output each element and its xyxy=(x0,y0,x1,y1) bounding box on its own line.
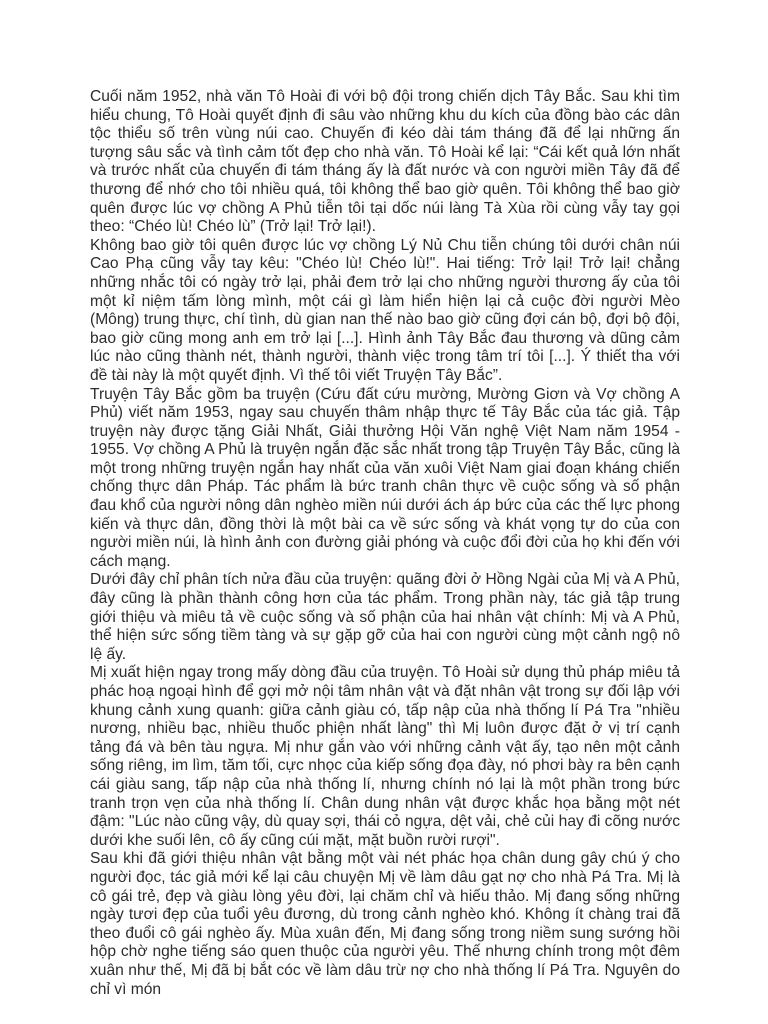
document-body xyxy=(90,88,680,999)
paragraph-2: Không bao giờ tôi quên được lúc vợ chồng Lý Nủ Chu tiễn chúng tôi dưới chân núi Cao Phạ cũng vẫy tay kêu: "Chéo lù! Chéo lù!". Hai tiếng: Trở lại! Trở lại! chẳng những nhắc tôi có ngày trở lại, phải đem trở lại cho những người thương ấy của tôi một kỉ niệm tấm lòng mình, một cái gì làm hiển hiện lại cả cuộc đời người Mèo (Mông) trung thực, chí tình, dù gian nan thế nào bao giờ cũng đợi cán bộ, đợi bộ đội, bao giờ cũng mong anh em trở lại [...]. Hình ảnh Tây Bắc đau thương và dũng cảm lúc nào cũng thành nét, thành người, thành việc trong tâm trí tôi [...]. Ý thiết tha với đề tài này là một quyết định. Vì thế tôi viết Truyện Tây Bắc”. xyxy=(90,236,680,384)
paragraph-3: Truyện Tây Bắc gồm ba truyện (Cứu đất cứu mường, Mường Giơn và Vợ chồng A Phủ) viết năm 1953, ngay sau chuyến thâm nhập thực tế Tây Bắc của tác giả. Tập truyện này được tặng Giải Nhất, Giải thưởng Hội Văn nghệ Việt Nam năm 1954 - 1955. Vợ chồng A Phủ là truyện ngắn đặc sắc nhất trong tập Truyện Tây Bắc, cũng là một trong những truyện ngắn hay nhất của văn xuôi Việt Nam giai đoạn kháng chiến chống thực dân Pháp. Tác phẩm là bức tranh chân thực về cuộc sống và số phận đau khổ của người nông dân nghèo miền núi dưới ách áp bức của các thế lực phong kiến và thực dân, đồng thời là một bài ca về sức sống và khát vọng tự do của con người miền núi, là hình ảnh con đường giải phóng và cuộc đổi đời của họ khi đến với cách mạng. xyxy=(90,385,680,570)
paragraph-6: Sau khi đã giới thiệu nhân vật bằng một vài nét phác họa chân dung gây chú ý cho người đọc, tác giả mới kể lại câu chuyện Mị về làm dâu gạt nợ cho nhà Pá Tra. Mị là cô gái trẻ, đẹp và giàu lòng yêu đời, lại chăm chỉ và hiếu thảo. Mị đang sống những ngày tươi đẹp của tuổi yêu đương, dù trong cảnh nghèo khó. Không ít chàng trai đã theo đuổi cô gái nghèo ấy. Mùa xuân đến, Mị đang sống trong niềm sung sướng hồi hộp chờ nghe tiếng sáo quen thuộc của người yêu. Thế nhưng chính trong một đêm xuân như thế, Mị đã bị bắt cóc về làm dâu trừ nợ cho nhà thống lí Pá Tra. Nguyên do chỉ vì món xyxy=(90,850,680,998)
paragraph-1: Cuối năm 1952, nhà văn Tô Hoài đi với bộ đội trong chiến dịch Tây Bắc. Sau khi tìm hiểu chung, Tô Hoài quyết định đi sâu vào những khu du kích của đồng bào các dân tộc thiểu số trên vùng núi cao. Chuyến đi kéo dài tám tháng đã để lại những ấn tượng sâu sắc và tình cảm tốt đẹp cho nhà văn. Tô Hoài kể lại: “Cái kết quả lớn nhất và trước nhất của chuyến đi tám tháng ấy là đất nước và con người miền Tây đã để thương để nhớ cho tôi nhiều quá, tôi không thể bao giờ quên. Tôi không thể bao giờ quên được lúc vợ chồng A Phủ tiễn tôi tại dốc núi làng Tà Xùa rồi cùng vẫy tay gọi theo: “Chéo lù! Chéo lù” (Trở lại! Trở lại!). xyxy=(90,88,680,236)
paragraph-5: Mị xuất hiện ngay trong mấy dòng đầu của truyện. Tô Hoài sử dụng thủ pháp miêu tả phác hoạ ngoại hình để gợi mở nội tâm nhân vật và đặt nhân vật trong sự đối lập với khung cảnh xung quanh: giữa cảnh giàu có, tấp nập của nhà thống lí Pá Tra "nhiều nương, nhiều bạc, nhiều thuốc phiện nhất làng" thì Mị luôn được đặt ở vị trí cạnh tảng đá và bên tàu ngựa. Mị như gắn vào với những cảnh vật ấy, tạo nên một cảnh sống riêng, im lìm, tăm tối, cực nhọc của kiếp sống đọa đày, nó phơi bày ra bên cạnh cái giàu sang, tấp nập của nhà thống lí, nhưng chính nó lại là một phần trong bức tranh trọn vẹn của nhà thống lí. Chân dung nhân vật được khắc họa bằng một nét đậm: "Lúc nào cũng vậy, dù quay sợi, thái cỏ ngựa, dệt vải, chẻ củi hay đi cõng nước dưới khe suối lên, cô ấy cũng cúi mặt, mặt buồn rười rượi". xyxy=(90,664,680,849)
paragraph-4: Dưới đây chỉ phân tích nửa đầu của truyện: quãng đời ở Hồng Ngài của Mị và A Phủ, đây cũng là phần thành công hơn của tác phẩm. Trong phần này, tác giả tập trung giới thiệu và miêu tả về cuộc sống và số phận của hai nhân vật chính: Mị và A Phủ, thể hiện sức sống tiềm tàng và sự gặp gỡ của hai con người cùng một cảnh ngộ nô lệ ấy. xyxy=(90,571,680,663)
